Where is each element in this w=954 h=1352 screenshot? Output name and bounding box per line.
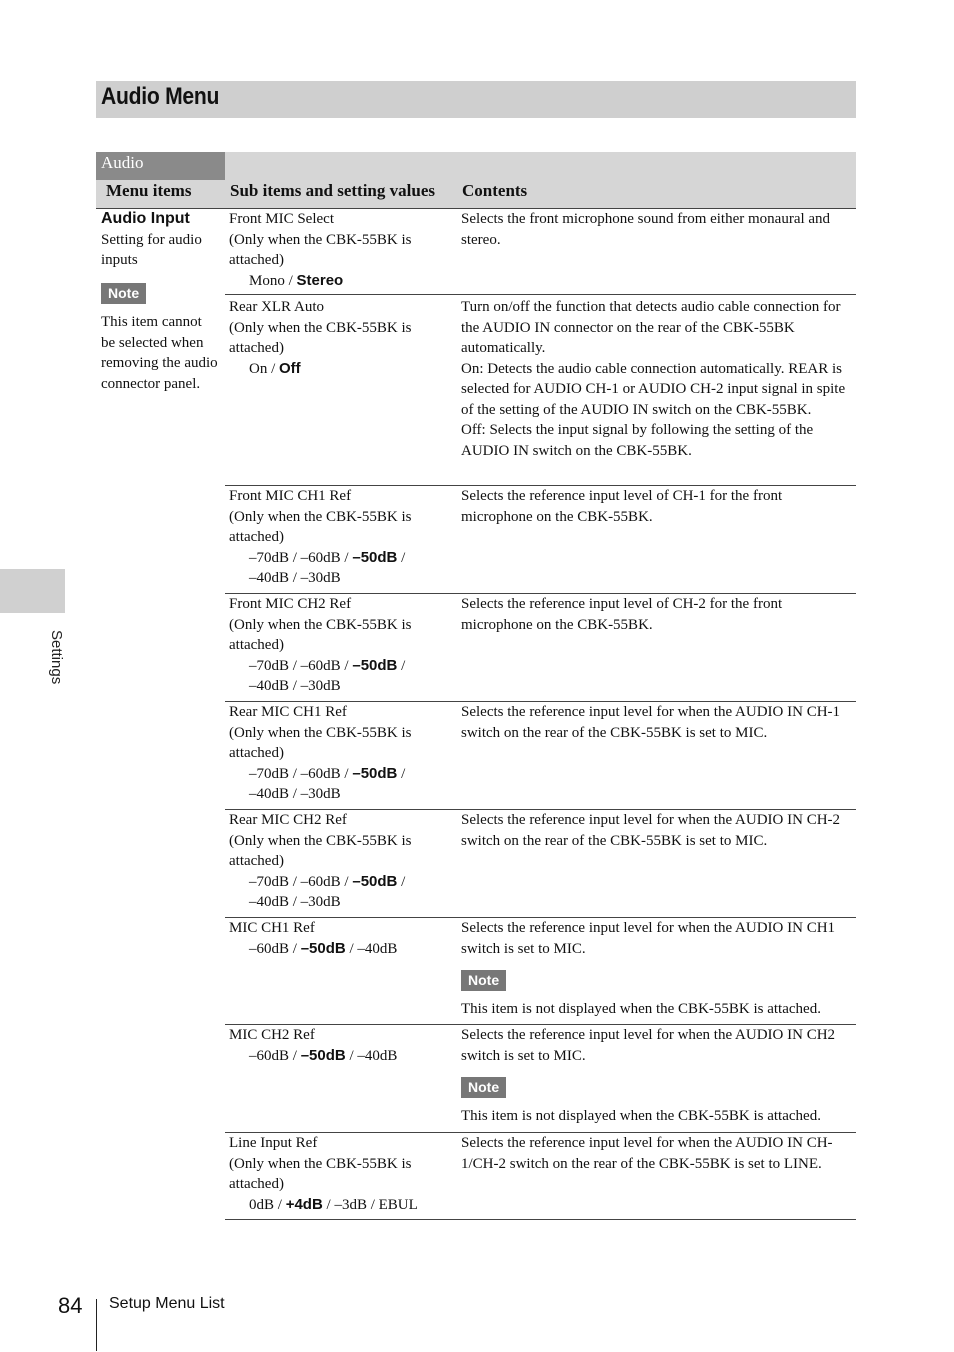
sub-item-name: MIC CH2 Ref [229, 1027, 315, 1043]
menu-item-description: Setting for audio inputs [101, 231, 202, 268]
sub-item-condition: (Only when the CBK-55BK is attached) [229, 1155, 412, 1192]
value-default: –50dB [352, 764, 398, 782]
setting-values-cont: –40dB / –30dB [249, 894, 341, 910]
sub-item-name: Rear MIC CH2 Ref [229, 812, 347, 828]
sub-item-condition: (Only when the CBK-55BK is attached) [229, 508, 412, 545]
note-text: This item is not displayed when the CBK-55BK is attached. [461, 1107, 821, 1124]
setting-values: On / Off [249, 359, 301, 377]
sub-item-condition: (Only when the CBK-55BK is attached) [229, 616, 412, 653]
value-default: +4dB [285, 1195, 323, 1213]
col-header-menu-items: Menu items [106, 181, 192, 200]
section-side-label: Settings [48, 630, 65, 685]
table-row [225, 702, 856, 810]
row-contents: Selects the reference input level of CH-2 for the front microphone on the CBK-55BK. [461, 596, 783, 633]
note-badge: Note [101, 283, 146, 304]
sub-item-name: Front MIC Select [229, 211, 334, 227]
sub-item-name: Rear MIC CH1 Ref [229, 704, 347, 720]
value-default: –50dB [352, 872, 398, 890]
note-text: This item cannot be selected when removing the audio connector panel. [101, 314, 218, 392]
table-tab-label: Audio [101, 153, 144, 172]
value-default: –50dB [352, 656, 398, 674]
col-header-sub-items: Sub items and setting values [230, 181, 435, 200]
value-default: Off [279, 359, 301, 377]
row-contents [461, 1025, 856, 1126]
setting-values: Mono / Stereo [249, 271, 344, 289]
setting-values: 0dB / +4dB / –3dB / EBUL [249, 1195, 418, 1213]
footer-section-title: Setup Menu List [109, 1295, 225, 1312]
sub-item-name: Line Input Ref [229, 1135, 318, 1151]
page-title-bar [96, 81, 856, 118]
value-option: On [249, 360, 268, 377]
menu-item-cell [101, 209, 219, 394]
setting-values: –70dB / –60dB / –50dB / [249, 656, 406, 674]
sub-item-name: Front MIC CH2 Ref [229, 596, 352, 612]
contents-paragraph: Selects the reference input level for when the AUDIO IN CH1 switch is set to MIC. [461, 920, 836, 957]
sub-item-condition: (Only when the CBK-55BK is attached) [229, 231, 412, 268]
table-row [225, 486, 856, 594]
sub-item-condition: (Only when the CBK-55BK is attached) [229, 724, 412, 761]
contents-paragraph: Turn on/off the function that detects audio cable connection for the AUDIO IN connector on the rear of the CBK-55BK automatically. [461, 299, 841, 356]
section-side-tab [0, 569, 65, 613]
note-badge: Note [461, 1077, 506, 1098]
table-row [225, 1133, 856, 1220]
contents-paragraph: On: Detects the audio cable connection automatically. REAR is selected for AUDIO CH-1 or AUDIO CH-2 input signal in spite of the setting of the AUDIO IN switch on the CBK-55BK. [461, 360, 846, 418]
setting-values: –70dB / –60dB / –50dB / [249, 548, 406, 566]
value-default: Stereo [296, 271, 344, 289]
table-row [225, 297, 856, 486]
row-contents: Selects the reference input level for when the AUDIO IN CH-1 switch on the rear of the CBK-55BK is set to MIC. [461, 704, 841, 741]
sub-item-name: Rear XLR Auto [229, 299, 324, 315]
setting-values-cont: –40dB / –30dB [249, 678, 341, 694]
value-default: –50dB [300, 1046, 346, 1064]
row-contents: Selects the reference input level for when the AUDIO IN CH-2 switch on the rear of the CBK-55BK is set to MIC. [461, 812, 841, 849]
sub-item-condition: (Only when the CBK-55BK is attached) [229, 832, 412, 869]
contents-paragraph: Selects the reference input level for when the AUDIO IN CH2 switch is set to MIC. [461, 1027, 836, 1064]
footer-divider [96, 1299, 97, 1351]
setting-values: –60dB / –50dB / –40dB [249, 1046, 398, 1064]
sub-item-name: Front MIC CH1 Ref [229, 488, 352, 504]
table-row [225, 209, 856, 295]
note-badge: Note [461, 970, 506, 991]
note-text: This item is not displayed when the CBK-55BK is attached. [461, 1000, 821, 1017]
contents-paragraph: Off: Selects the input signal by following the setting of the AUDIO IN switch on the CBK-55BK. [461, 422, 814, 459]
setting-values-cont: –40dB / –30dB [249, 570, 341, 586]
setting-values: –60dB / –50dB / –40dB [249, 939, 398, 957]
setting-values-cont: –40dB / –30dB [249, 786, 341, 802]
table-tab [96, 152, 225, 180]
page-title: Audio Menu [101, 83, 220, 110]
row-contents: Selects the reference input level for when the AUDIO IN CH-1/CH-2 switch on the rear of the CBK-55BK is set to LINE. [461, 1135, 833, 1172]
row-contents [461, 297, 856, 461]
table-row [225, 918, 856, 1025]
row-contents [461, 918, 856, 1019]
value-option: Mono [249, 272, 285, 289]
sub-item-name: MIC CH1 Ref [229, 920, 315, 936]
value-default: –50dB [300, 939, 346, 957]
row-contents: Selects the front microphone sound from either monaural and stereo. [461, 211, 831, 248]
sub-item-condition: (Only when the CBK-55BK is attached) [229, 319, 412, 356]
page-number: 84 [58, 1293, 83, 1318]
table-row [225, 810, 856, 918]
table-row [225, 1025, 856, 1133]
setting-values: –70dB / –60dB / –50dB / [249, 764, 406, 782]
row-contents: Selects the reference input level of CH-1 for the front microphone on the CBK-55BK. [461, 488, 783, 525]
setting-values: –70dB / –60dB / –50dB / [249, 872, 406, 890]
col-header-contents: Contents [462, 181, 528, 200]
table-row [225, 594, 856, 702]
value-default: –50dB [352, 548, 398, 566]
menu-item-name: Audio Input [101, 210, 190, 227]
